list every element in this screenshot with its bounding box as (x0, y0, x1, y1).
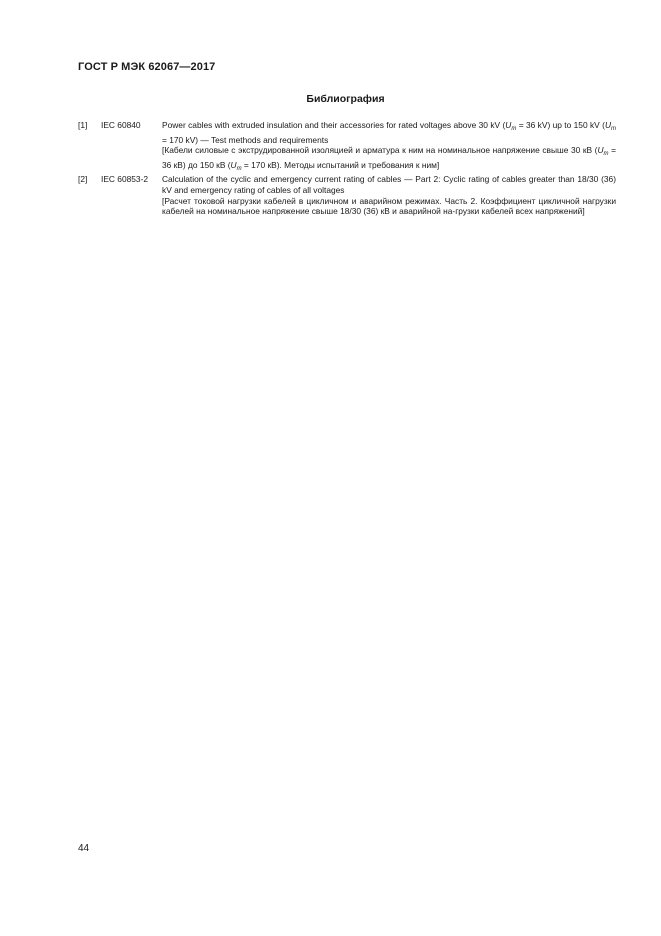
entry-number: [2] (78, 174, 88, 185)
entry-title-en: Calculation of the cyclic and emergency current rating of cables — Part 2: Cyclic rating of cables greater than 18/30 (36) kV and emergency rating of cables of all voltages (162, 174, 616, 195)
entry-body (162, 174, 616, 216)
entry-number: [1] (78, 120, 88, 130)
entry-title-en: Power cables with extruded insulation and their accessories for rated voltages above 30 kV ($U_m = 36$ kV) up to 150 kV ($U_m = 170$ kV) — Test methods and requirements (162, 120, 616, 145)
entry-code: IEC 60853-2 (101, 174, 149, 185)
bibliography-list (78, 120, 616, 217)
section-title: Библиография (306, 93, 385, 105)
bibliography-entry (78, 174, 616, 216)
entry-title-ru: [Расчет токовой нагрузки кабелей в цикличном и аварийном режимах. Часть 2. Коэффициент цикличной нагрузки кабелей на номинальное напряжение свыше 18/30 (36) кВ и аварийной на-грузки кабелей всех напряжений] (162, 195, 616, 217)
entry-title-ru: [Кабели силовые с экструдированной изоляцией и арматура к ним на номинальное напряжение свыше 30 кВ ($U_m = 36$ кВ) до 150 кВ ($U_m = 170$ кВ). Методы испытаний и требования к ним] (162, 145, 616, 172)
page-number: 44 (78, 843, 90, 854)
entry-body (162, 120, 616, 174)
bibliography-entry (78, 120, 616, 174)
entry-code: IEC 60840 (101, 120, 141, 130)
standard-header: ГОСТ Р МЭК 62067—2017 (78, 61, 216, 73)
